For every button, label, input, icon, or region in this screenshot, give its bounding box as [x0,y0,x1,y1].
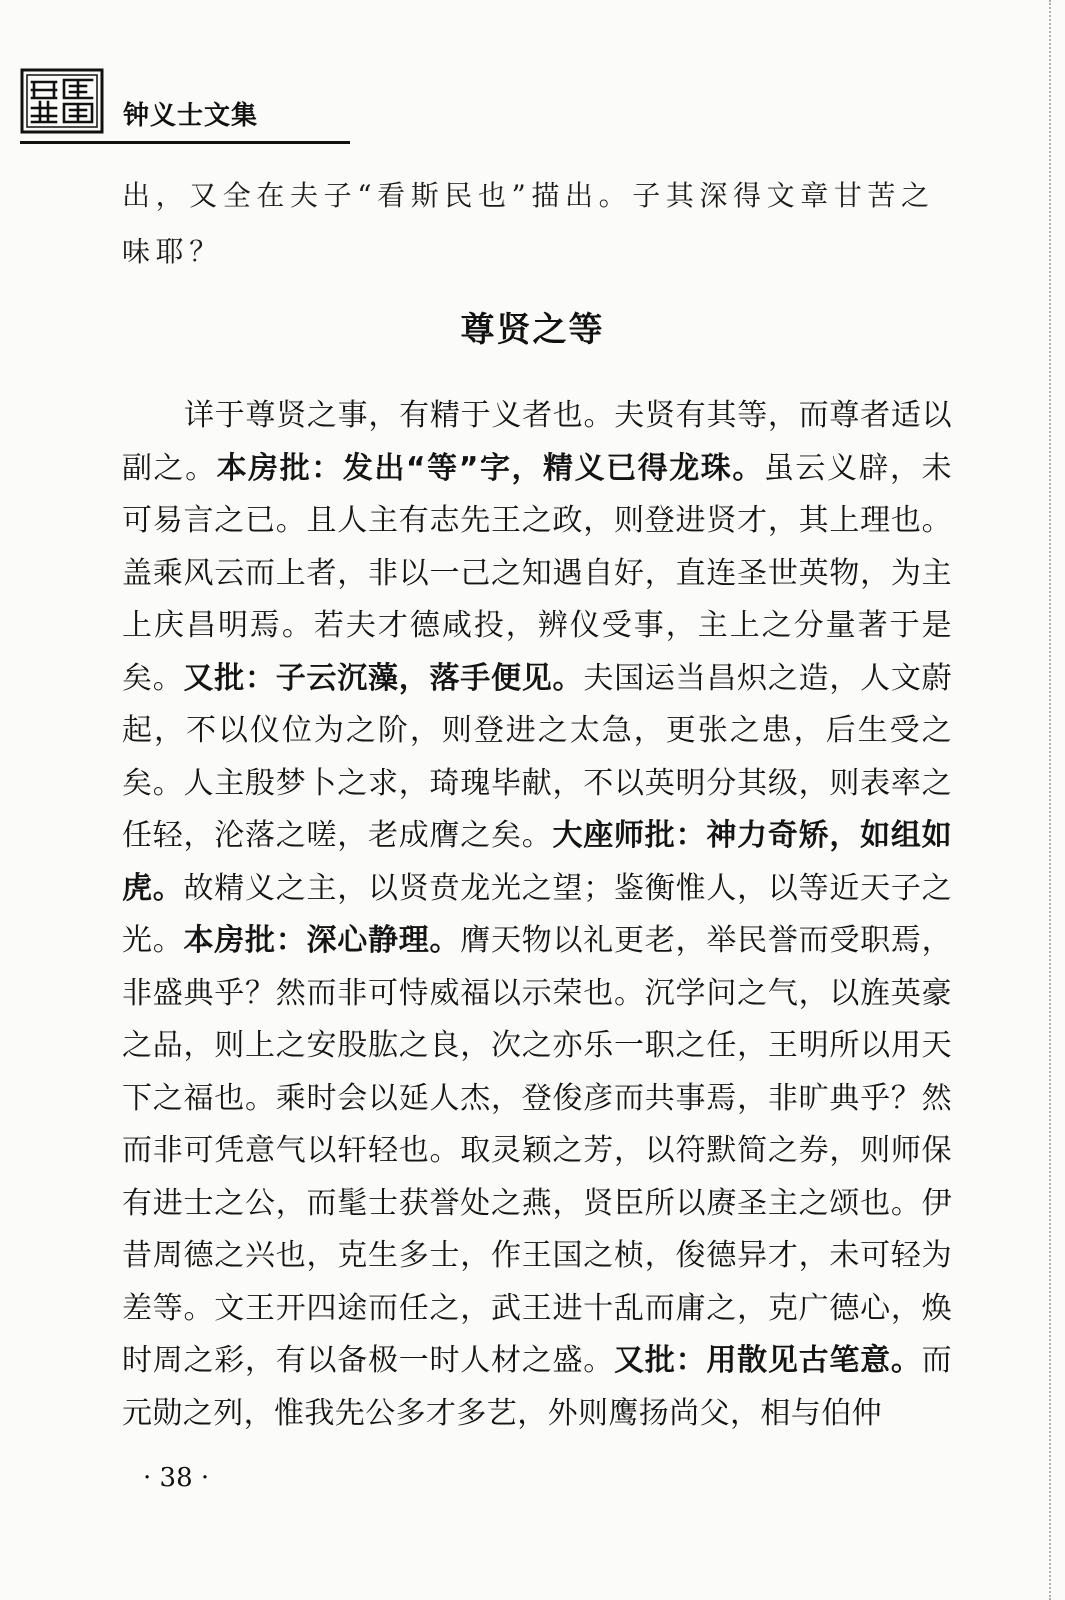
running-head: 钟义士文集 [123,101,259,131]
essay-body [122,390,952,1440]
continued-paragraph [122,168,952,280]
commentary-note: 本房批：深心静理。 [183,923,461,958]
essay-text: 详于尊贤之事，有精于义者也。夫贤有其等，而尊者适以副之。 [122,398,952,486]
essay-text: 故精义之主，以贤贲龙光之望；鉴衡惟人，以等近天子之光。 [122,870,952,958]
essay-paragraph [122,390,952,1440]
section-title: 尊贤之等 [460,310,605,350]
continued-text: 出，又全在夫子“看斯民也”描出。子其深得文章甘苦之味耶？ [122,179,935,268]
commentary-note: 本房批：发出“等”字，精义已得龙珠。 [216,450,764,486]
essay-text: 夫国运当昌炽之造，人文蔚起，不以仪位为之阶，则登进之太急，更张之患，后生受之矣。人主殷梦卜之求，琦瑰毕献，不以英明分其级，则表率之任轻，沦落之嗟，老成膺之矣。 [122,660,952,853]
page-number: · 38 · [143,1463,210,1493]
scan-edge-divider [1049,0,1051,1600]
seal-stamp-icon [20,68,104,134]
essay-text: 而元勋之列，惟我先公多才多艺，外则鹰扬尚父，相与伯仲 [122,1343,953,1431]
commentary-note: 大座师批：神力奇矫，如组如虎。 [122,818,952,906]
header-rule [20,141,350,144]
essay-text: 虽云义辟，未可易言之已。且人主有志先王之政，则登进贤才，其上理也。盖乘风云而上者，非以一己之知遇自好，直连圣世英物，为主上庆昌明焉。若夫才德咸投，辨仪受事，主上之分量著于是矣。 [122,450,952,696]
commentary-note: 又批：用散见古笔意。 [614,1343,922,1378]
essay-text: 膺天物以礼更老，举民誉而受职焉，非盛典乎？然而非可恃威福以示荣也。沉学问之气，以旌英豪之品，则上之安股肱之良，次之亦乐一职之任，王明所以用天下之福也。乘时会以延人杰，登俊彦而共事焉，非旷典乎？然而非可凭意气以轩轻也。取灵颖之芳，以符默简之券，则师保有进士之公，而髦士获誉处之燕，贤臣所以赓圣主之颂也。伊昔周德之兴也，克生多士，作王国之桢，俊德异才，未可轻为差等。文王开四途而任之，武王进十乱而庸之，克广德心，焕时周之彩，有以备极一时人材之盛。 [122,923,952,1378]
commentary-note: 又批：子云沉藻，落手便见。 [183,660,584,696]
